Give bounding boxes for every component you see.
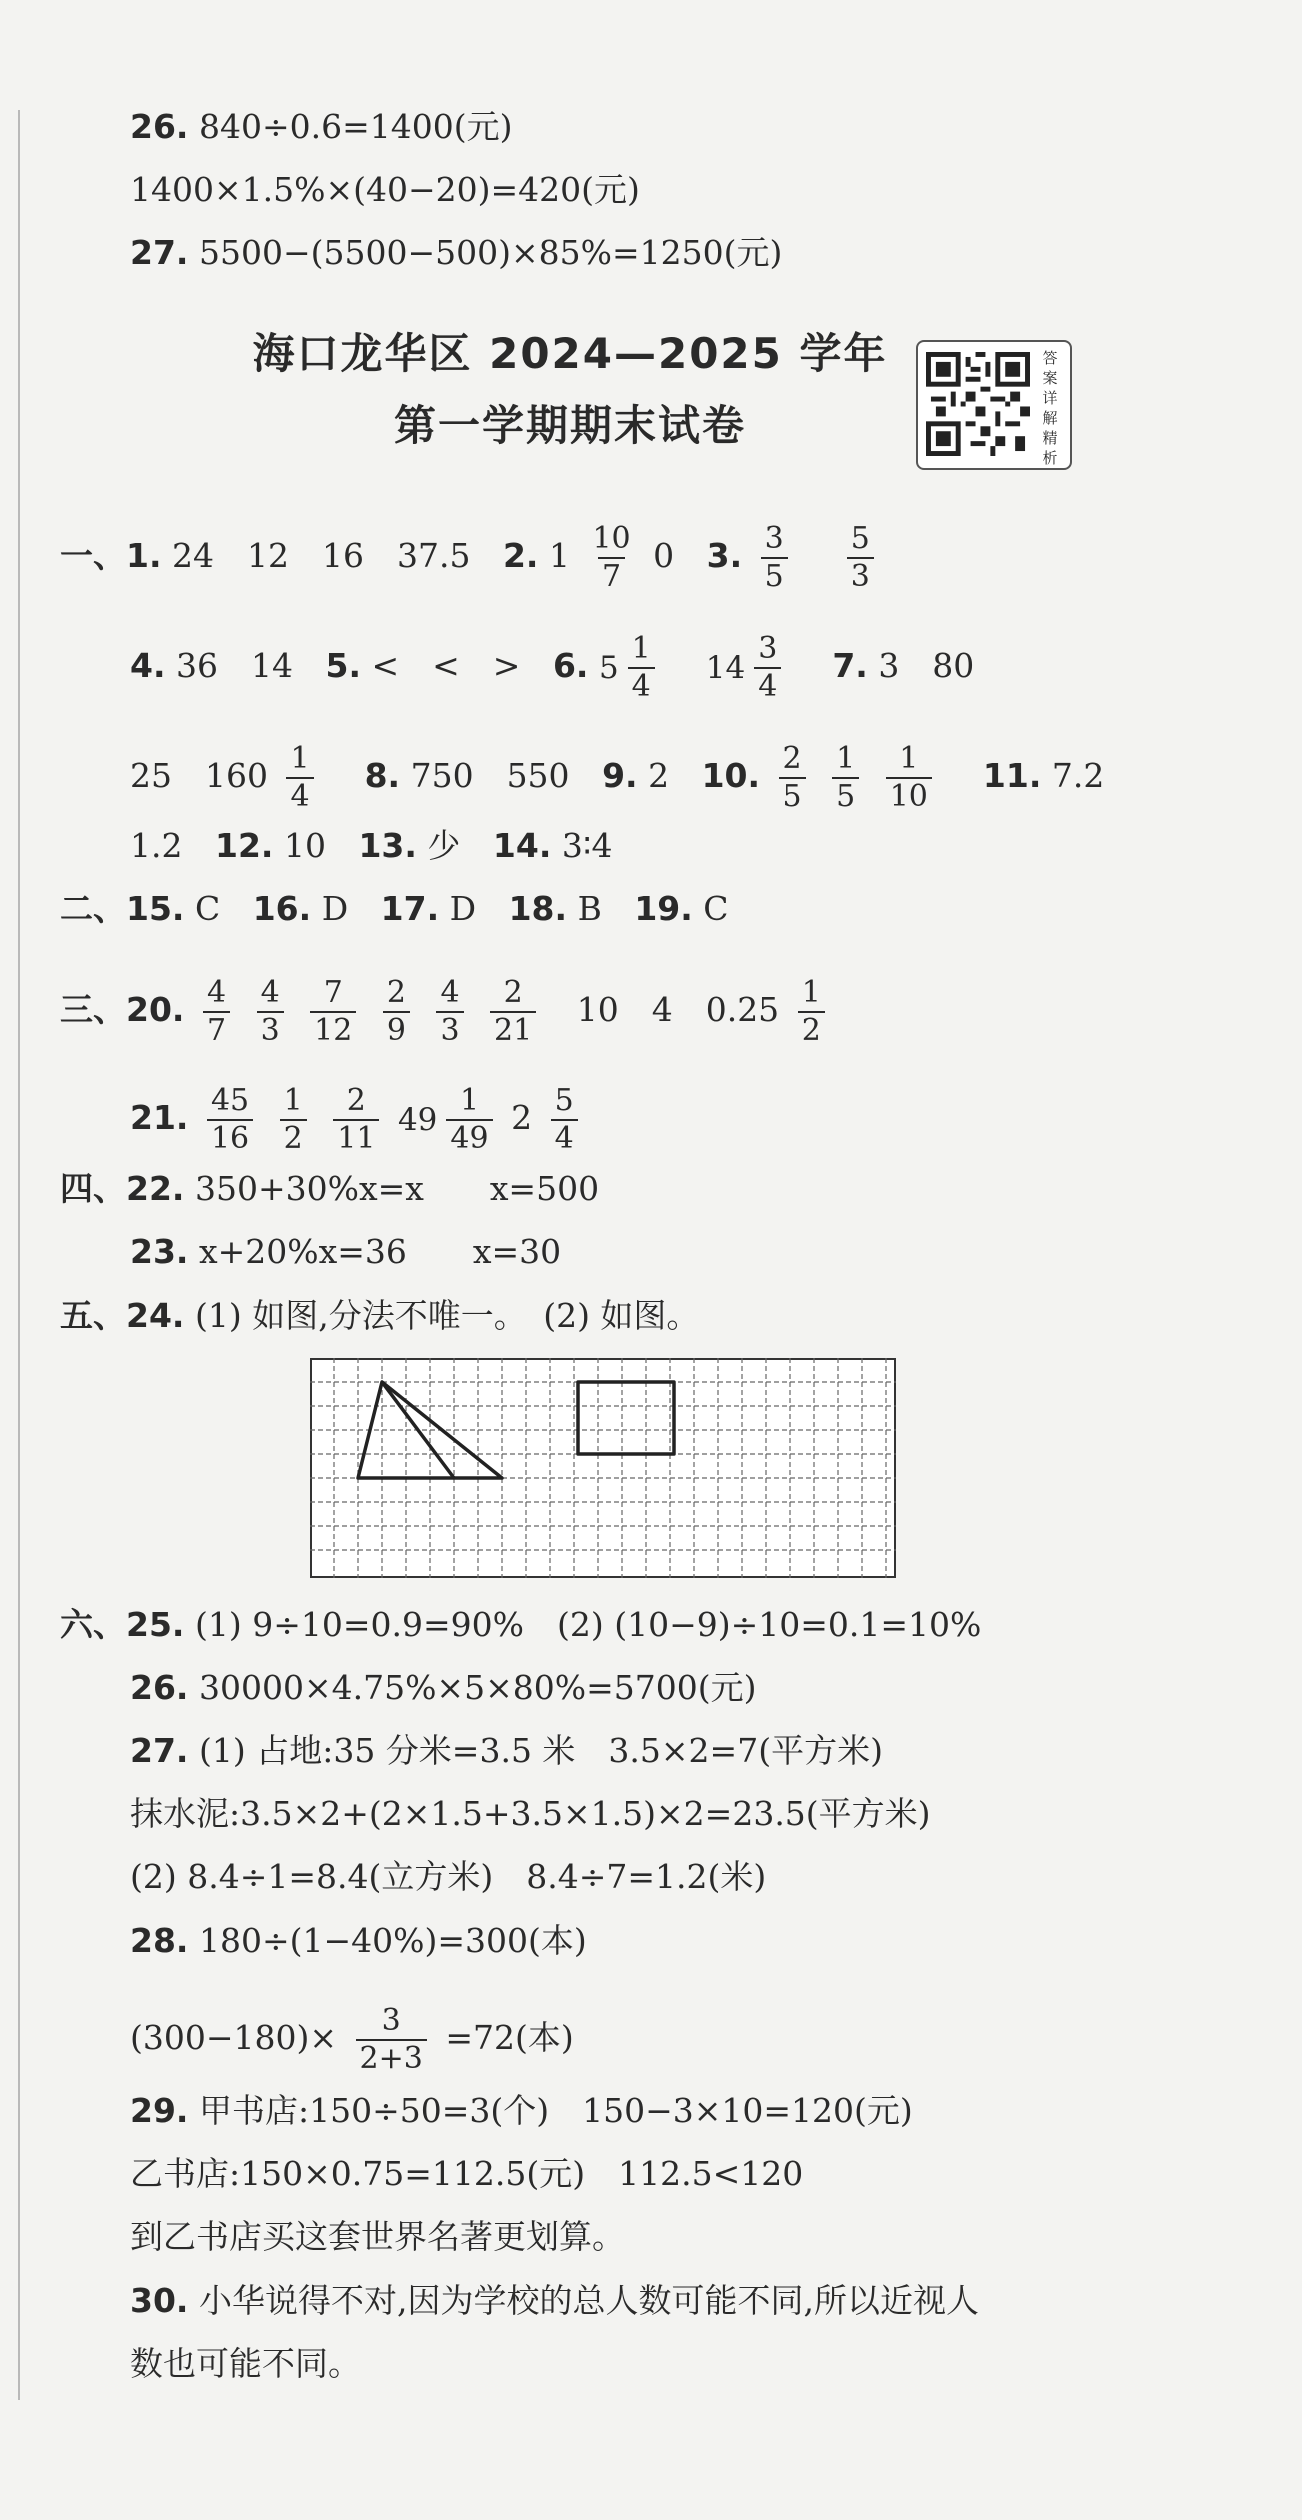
qr-label: 答案详解精析 — [1042, 349, 1058, 467]
fraction: $\frac{1}{2}$ — [280, 1083, 307, 1157]
qr-code-icon — [926, 352, 1030, 456]
exam-subtitle: 第一学期期末试卷 — [393, 401, 746, 450]
answer-line-q7-11: 25 160 $\frac{1}{4}$ 8. 750 550 9. 2 10. $\frac{2}{5}$ $\frac{1}{5}$ $\frac{1}{10}$ 11. 7.2 — [130, 741, 1105, 814]
answer-line-q20: 三、20. $\frac{4}{7}$ $\frac{4}{3}$ $\frac{7}{12}$ $\frac{2}{9}$ $\frac{4}{3}$ $\frac{2}{21}$ 10 4 0.25 $\frac{1}{2}$ — [60, 975, 833, 1049]
answer-line: (2) 8.4÷1=8.4(立方米) 8.4÷7=1.2(米) — [130, 1857, 767, 1896]
answer-line-q11-14: 1.2 12. 10 13. 少 14. 3∶4 — [130, 826, 613, 865]
answer-line: 27. 5500−(5500−500)×85%=1250(元) — [130, 233, 783, 272]
answer-line: 乙书店:150×0.75=112.5(元) 112.5<120 — [130, 2154, 804, 2193]
grid-figure — [310, 1358, 896, 1578]
answer-line-q30: 30. 小华说得不对,因为学校的总人数可能不同,所以近视人 — [130, 2281, 979, 2320]
answer-line-q15-19: 二、15. C 16. D 17. D 18. B 19. C — [60, 889, 729, 928]
fraction: $\frac{2}{9}$ — [383, 975, 410, 1049]
answer-line-q1-3: 一、1. 24 12 16 37.5 2. 1 $\frac{10}{7}$ 0 3. $\frac{3}{5}$ $\frac{5}{3}$ — [60, 521, 882, 595]
fraction: $\frac{2}{5}$ — [779, 741, 806, 815]
fraction: $\frac{5}{4}$ — [551, 1083, 578, 1157]
answer-line-q22: 四、22. 350+30%x=x x=500 — [60, 1169, 600, 1208]
fraction: $\frac{1}{2}$ — [798, 975, 825, 1049]
fraction: $\frac{7}{12}$ — [310, 975, 356, 1049]
fraction: $\frac{4}{3}$ — [257, 975, 284, 1049]
answer-line-q27: 27. (1) 占地:35 分米=3.5 米 3.5×2=7(平方米) — [130, 1731, 883, 1770]
answer-line: 数也可能不同。 — [130, 2344, 361, 2383]
answer-line-q29: 29. 甲书店:150÷50=3(个) 150−3×10=120(元) — [130, 2091, 913, 2130]
answer-line-q24: 五、24. (1) 如图,分法不唯一。 (2) 如图。 — [60, 1296, 700, 1335]
answer-line: 1400×1.5%×(40−20)=420(元) — [130, 170, 640, 209]
answer-line-q4-7: 4. 36 14 5. < < > 6. 5 1 4 14 3 4 7. 3 80 — [130, 631, 975, 704]
answer-line-q26: 26. 30000×4.75%×5×80%=5700(元) — [130, 1668, 757, 1707]
qr-code-box — [916, 340, 1072, 470]
fraction: $\frac{4}{3}$ — [436, 975, 463, 1049]
mixed-number: 49 1 49 — [398, 1083, 501, 1157]
answer-line-q25: 六、25. (1) 9÷10=0.9=90% (2) (10−9)÷10=0.1=10% — [60, 1605, 982, 1644]
fraction: $\frac{2}{21}$ — [490, 975, 536, 1049]
fraction: $\frac{3}{5}$ — [761, 521, 788, 595]
fraction: $\frac{1}{4}$ — [286, 741, 313, 815]
fraction: $\frac{4}{7}$ — [203, 975, 230, 1049]
answer-line-q21: 21. $\frac{45}{16}$ $\frac{1}{2}$ $\frac{2}{11}$ 49 1 49 2 $\frac{5}{4}$ — [130, 1083, 586, 1157]
mixed-number: 5 1 4 — [599, 631, 663, 705]
exam-title: 海口龙华区 2024—2025 学年 — [252, 329, 888, 378]
answer-line: 到乙书店买这套世界名著更划算。 — [130, 2217, 625, 2256]
mixed-number: 14 3 4 — [706, 631, 790, 705]
fraction: $\frac{1}{5}$ — [832, 741, 859, 815]
answer-line: 26. 840÷0.6=1400(元) — [130, 107, 513, 146]
fraction: $\frac{10}{7}$ — [592, 521, 631, 594]
fraction: $\frac{45}{16}$ — [207, 1083, 253, 1157]
fraction: $\frac{5}{3}$ — [847, 521, 874, 595]
fraction: $\frac{1}{10}$ — [886, 741, 932, 815]
answer-line: (300−180)× $\frac{3}{2+3}$ =72(本) — [130, 2003, 574, 2076]
answer-line-q28: 28. 180÷(1−40%)=300(本) — [130, 1921, 587, 1960]
answer-line: 抹水泥:3.5×2+(2×1.5+3.5×1.5)×2=23.5(平方米) — [130, 1794, 931, 1833]
fraction: $\frac{2}{11}$ — [333, 1083, 379, 1157]
answer-line-q23: 23. x+20%x=36 x=30 — [130, 1232, 562, 1271]
fraction: $\frac{3}{2+3}$ — [356, 2003, 427, 2077]
